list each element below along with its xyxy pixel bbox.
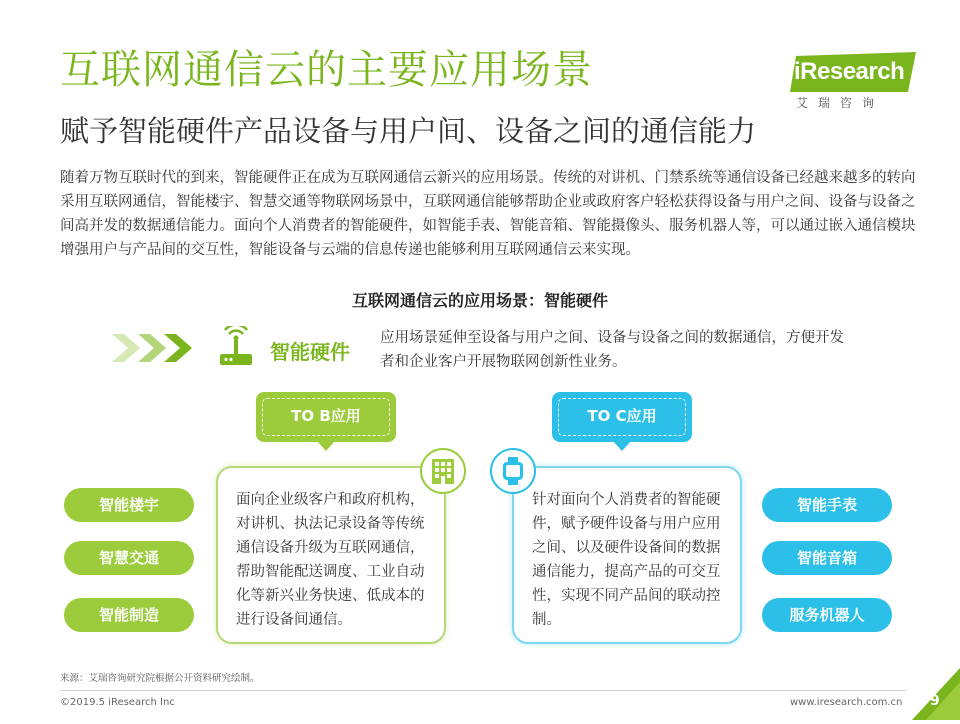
- copyright-text: ©2019.5 iResearch Inc: [60, 697, 175, 708]
- intro-paragraph: 随着万物互联时代的到来，智能硬件正在成为互联网通信云新兴的应用场景。传统的对讲机、门禁系统等通信设备已经越来越多的转向采用互联网通信，智能楼宇、智慧交通等物联网场景中，互联网通信能够帮助企业或政府客户轻松获得设备与用户之间、设备与设备之间高并发的数据通信能力。面向个人消费者的智能硬件，如智能手表、智能音箱、智能摄像头、服务机器人等，可以通过嵌入通信模块增强用户与产品间的交互性，智能设备与云端的信息传递也能够利用互联网通信云来实现。: [60, 170, 916, 258]
- page-title: 互联网通信云的主要应用场景: [60, 47, 593, 93]
- pill-smart-transport: 智慧交通: [64, 541, 194, 575]
- source-note: 来源：艾瑞咨询研究院根据公开资料研究绘制。: [60, 673, 260, 684]
- logo-chinese-text: 艾瑞咨询: [796, 96, 885, 110]
- pill-smart-speaker: 智能音箱: [762, 541, 892, 575]
- smart-hardware-label: 智能硬件: [270, 340, 350, 364]
- logo-text: iResearch: [794, 58, 905, 85]
- pill-smart-building: 智能楼宇: [64, 488, 194, 522]
- to-c-tab-label: TO C应用: [587, 407, 657, 425]
- triple-chevron-right-icon: [112, 330, 212, 366]
- section-heading: 互联网通信云的应用场景：智能硬件: [351, 291, 608, 310]
- pill-smart-watch: 智能手表: [762, 488, 892, 522]
- smartwatch-icon: [490, 448, 536, 494]
- page-subtitle: 赋予智能硬件产品设备与用户间、设备之间的通信能力: [60, 114, 757, 148]
- wifi-router-icon: [216, 326, 256, 368]
- iresearch-logo: [790, 52, 920, 116]
- to-b-description-box: 面向企业级客户和政府机构，对讲机、执法记录设备等传统通信设备升级为互联网通信，帮助智能配送调度、工业自动化等新兴业务快速、低成本的进行设备间通信。: [216, 466, 446, 644]
- to-c-description-box: 针对面向个人消费者的智能硬件，赋予硬件设备与用户应用之间、以及硬件设备间的数据通信能力，提高产品的可交互性，实现不同产品间的联动控制。: [512, 466, 742, 644]
- building-icon: [420, 448, 466, 494]
- to-c-tab: [552, 392, 692, 442]
- smart-hardware-description: 应用场景延伸至设备与用户之间、设备与设备之间的数据通信，方便开发者和企业客户开展物联网创新性业务。: [380, 330, 844, 370]
- to-b-tab: [256, 392, 396, 442]
- pill-smart-manufacturing: 智能制造: [64, 598, 194, 632]
- pill-service-robot: 服务机器人: [762, 598, 892, 632]
- page-number: 9: [930, 693, 940, 709]
- to-b-tab-label: TO B应用: [291, 407, 361, 425]
- website-url: www.iresearch.com.cn: [790, 697, 903, 708]
- footer-divider: [60, 690, 906, 691]
